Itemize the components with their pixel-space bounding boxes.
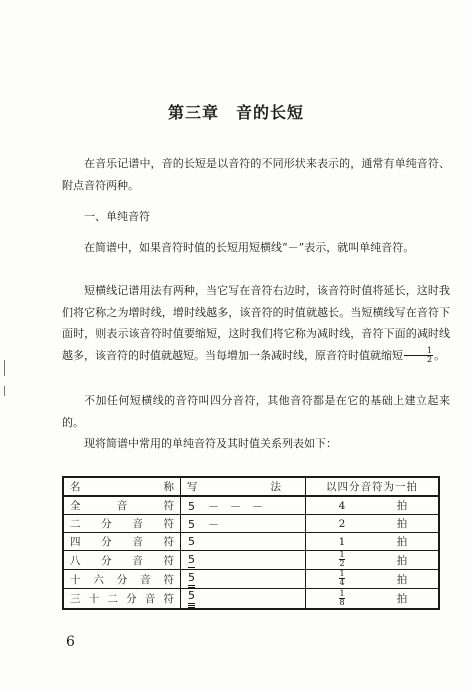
beat-fraction [339,570,344,587]
beat-unit: 拍 [396,573,408,586]
table-row [63,496,439,515]
note-name-char: 分 [101,536,112,548]
header-name-right: 称 [163,481,174,493]
notation-cell [181,496,306,515]
table-row [63,589,439,610]
notation-cell [181,533,306,551]
note-name-char: 二 [70,518,81,530]
beat-unit: 拍 [396,554,408,567]
half-fraction [404,347,433,364]
header-beats [306,477,440,496]
paragraph-definition: 在简谱中，如果音符时值的长短用短横线“－”表示，就叫单纯音符。 [84,241,415,254]
note-digit-text: 5 [188,552,195,566]
beat-value [327,590,357,608]
note-name-cell [63,515,181,533]
note-name-char: 十 [70,573,81,586]
header-name-left: 名 [70,481,81,493]
beats-cell [306,533,440,551]
note-digit-text: 5 [188,589,195,602]
note-digit-text: 5 [188,570,195,584]
note-name-char: 三 [70,593,81,605]
header-beats-label: 以四分音符为一拍 [326,481,418,493]
header-name [63,477,181,496]
paragraph-dash-usage-text: 短横线记谱用法有两种，当它写在音符右边时，该音符时值将延长，这时我们将它称之为增时线，增时线越多，该音符的时值就越长。当短横线写在音符下面时，则表示该音符时值要缩短，这时我们将它称为减时线，音符下面的减时线越多，该音符的时值就越短。当每增加一条减时线，原音符时值就缩短 [62,284,450,362]
note-digit [187,571,196,588]
paragraph-quarter-note: 不加任何短横线的音符叫四分音符，其他音符都是在它的基础上建立起来的。 [62,394,450,429]
note-name-char: 分 [116,573,128,586]
chapter-title: 第三章 音的长短 [167,103,304,122]
note-name-cell [63,589,181,610]
paragraph-dash-usage [62,280,450,366]
note-digit-text: 5 [188,517,195,531]
note-name-char: 音 [132,536,143,548]
note-name-char: 符 [163,554,174,567]
note-digit-text: 5 [188,499,195,513]
note-value-table [62,476,440,610]
beat-unit: 拍 [396,500,408,512]
beat-unit: 拍 [396,518,408,530]
beat-fraction-numerator: 1 [339,569,345,578]
note-digit [187,553,196,568]
margin-mark [4,386,5,396]
note-name-cell [63,570,181,589]
reducing-line [188,585,195,586]
beats-cell [306,551,440,570]
table-row [63,533,439,551]
table-row [63,551,439,570]
beats-cell [306,589,440,610]
note-name-char: 音 [116,500,128,512]
note-name-char: 符 [163,500,174,512]
notation-cell [181,589,306,610]
beats-cell [306,496,440,515]
note-name-char: 四 [70,536,81,548]
notation-cell [181,515,306,533]
reducing-line [188,605,195,606]
note-name-char: 音 [140,573,151,586]
note-name-char: 符 [163,593,174,605]
note-digit [187,535,196,548]
note-name-char: 八 [70,554,81,567]
beat-unit: 拍 [396,593,408,605]
beats-cell [306,515,440,533]
beat-fraction-denominator: 8 [339,597,345,607]
note-name-char: 全 [70,500,81,512]
fraction-numerator: 1 [404,347,433,356]
note-name-char: 分 [101,518,112,530]
note-name-char: 音 [132,518,143,530]
paragraph-table-intro: 现将简谱中常用的单纯音符及其时值关系列表如下： [84,437,337,450]
beat-fraction [339,590,344,607]
note-digit [187,518,196,531]
fraction-denominator: 2 [427,355,433,364]
notation-cell [181,570,306,589]
beats-cell [306,570,440,589]
note-name-char: 二 [107,593,118,605]
reducing-line [188,587,195,588]
note-name-cell [63,496,181,515]
note-name-char: 十 [88,593,100,605]
beat-value: 1 [338,535,346,548]
reducing-line [188,567,195,568]
note-name-char: 六 [93,573,104,586]
note-digit-text: 5 [188,535,195,548]
note-digit [187,500,196,513]
header-notation [181,477,306,496]
extension-dashes: － － － [208,499,263,513]
section-heading: 一、单纯音符 [84,210,150,223]
beat-value [327,551,357,569]
beat-unit: 拍 [396,536,408,548]
beat-value [327,570,357,588]
note-name-char: 分 [101,554,112,567]
beat-fraction [339,551,344,568]
table-row [63,570,439,589]
beat-fraction-denominator: 2 [339,559,345,568]
beat-value: 4 [338,499,346,512]
note-name-char: 分 [126,593,137,605]
note-name-char: 符 [163,518,174,530]
header-notation-left: 写 [187,481,198,493]
reducing-line [188,607,195,608]
note-name-cell [63,551,181,570]
beat-fraction-denominator: 4 [339,578,345,587]
beat-fraction-numerator: 1 [339,588,345,598]
note-name-char: 音 [144,593,156,605]
extension-dashes: － [208,517,219,531]
page-number: 6 [66,634,75,650]
beat-value: 2 [338,517,346,530]
beat-fraction-numerator: 1 [339,550,345,559]
note-name-char: 符 [163,536,174,548]
paragraph-intro: 在音乐记谱中，音的长短是以音符的不同形状来表示的，通常有单纯音符、附点音符两种。 [62,157,450,192]
note-digit [187,589,196,608]
table-header-row [63,477,439,496]
margin-mark [4,360,5,376]
paragraph-dash-usage-end: 。 [434,348,446,362]
note-name-cell [63,533,181,551]
note-name-char: 符 [163,573,174,586]
table-row [63,515,439,533]
header-notation-right: 法 [270,481,281,493]
note-name-char: 音 [132,554,143,567]
notation-cell [181,551,306,570]
reducing-line [188,603,195,604]
